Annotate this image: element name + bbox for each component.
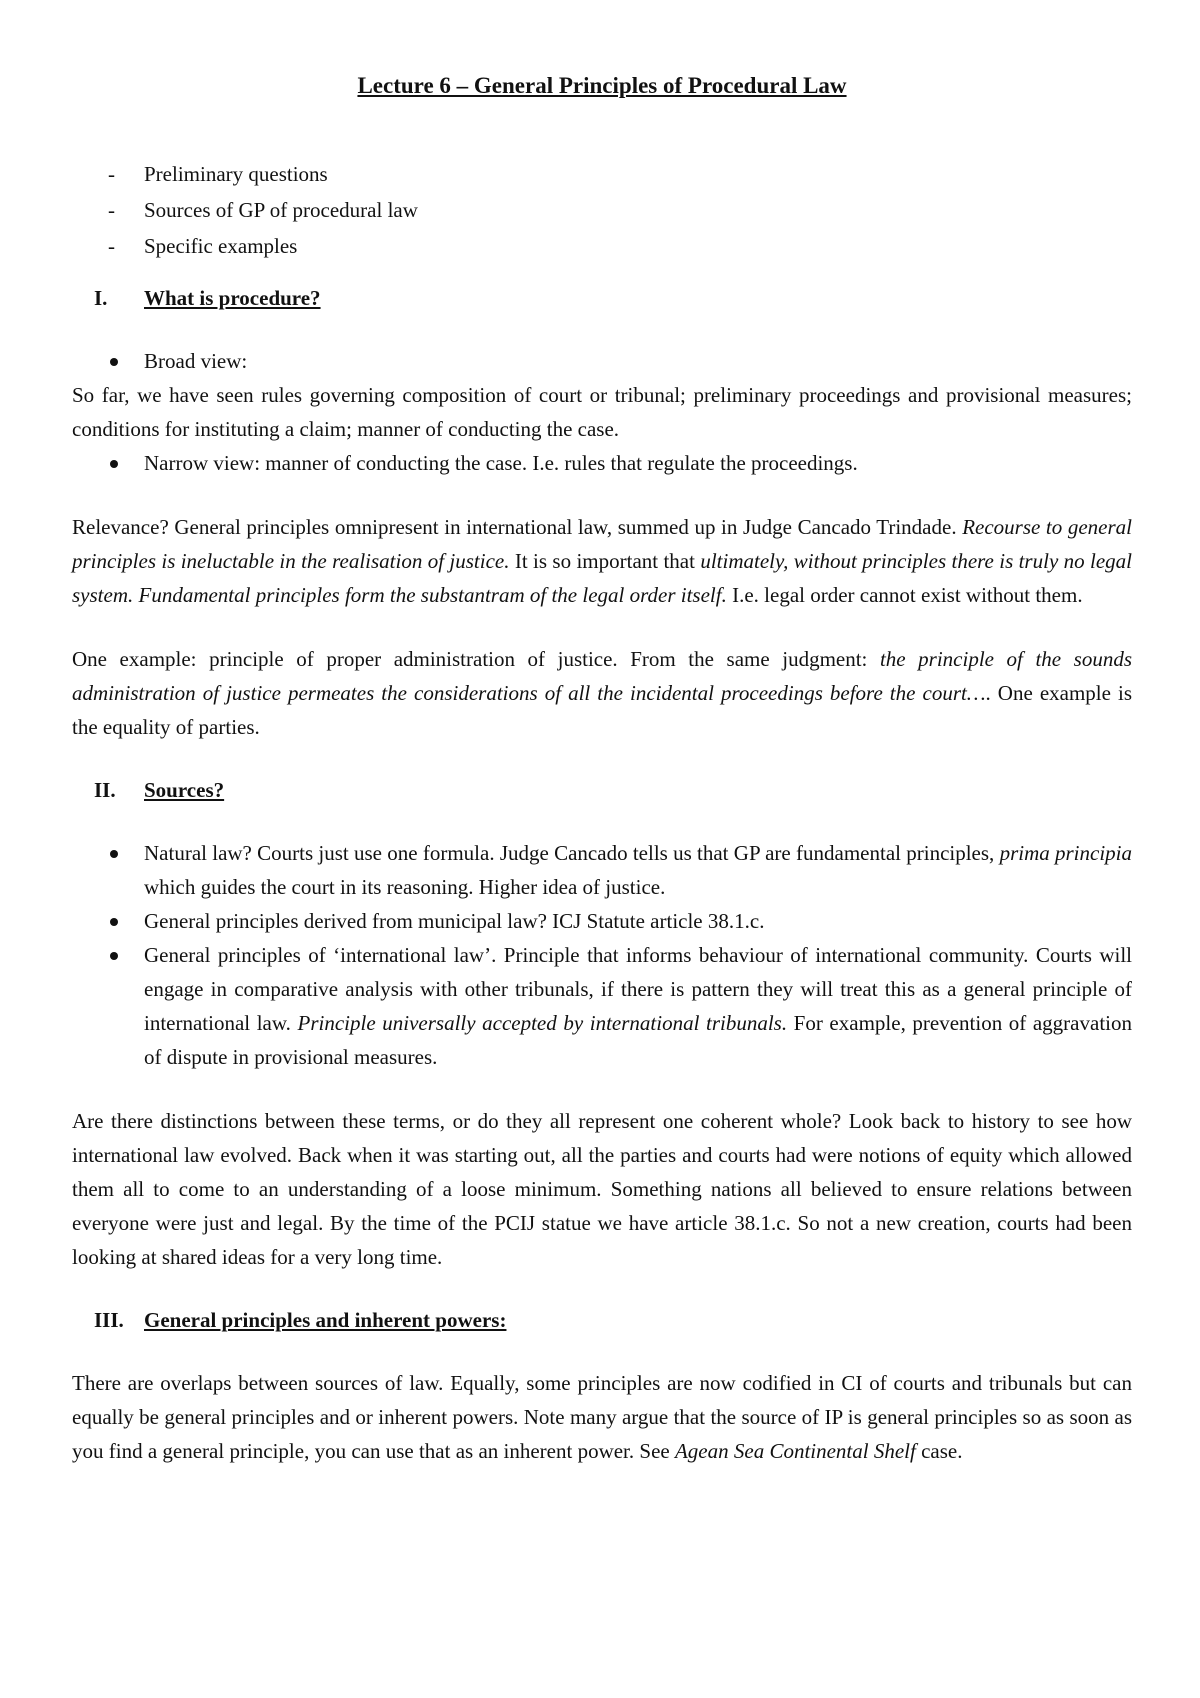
paragraph-overlaps <box>72 1366 1132 1468</box>
bullet-item <box>72 836 1132 904</box>
list-item: - Preliminary questions <box>72 156 1132 192</box>
bullet-list <box>72 836 1132 1074</box>
bullet-item <box>72 938 1132 1074</box>
text-run: case. <box>915 1439 963 1463</box>
section-number: I. <box>94 286 108 310</box>
italic-run: Recourse to general principles is ineluctable in the realisation of justice. <box>72 515 1133 573</box>
overview-list <box>72 156 1132 264</box>
list-item: - Sources of GP of procedural law <box>72 192 1132 228</box>
section-title: What is procedure? <box>144 286 321 310</box>
section-number: III. <box>94 1308 124 1332</box>
bullet-item: General principles derived from municipal law? ICJ Statute article 38.1.c. <box>72 904 1132 938</box>
bullet-list <box>72 446 1132 480</box>
text-run: It is so important that <box>509 549 701 573</box>
section-title: General principles and inherent powers: <box>144 1308 507 1332</box>
section-heading-3 <box>72 1306 1132 1334</box>
text-run: Relevance? General principles omnipresent in international law, summed up in Judge Cancado Trindade. <box>72 515 963 539</box>
list-item: - Specific examples <box>72 228 1132 264</box>
text-run: General principles of ‘international law’. Principle that informs behaviour of international community. Courts will engage in comparative analysis with other tribunals, if there is pattern they will treat this as a general principle of international law. <box>144 943 1132 1035</box>
italic-run: prima principia <box>999 841 1132 865</box>
paragraph-relevance <box>72 510 1132 612</box>
section-number: II. <box>94 778 116 802</box>
text-run: . One example is the equality of parties. <box>72 681 1133 739</box>
text-run: I.e. legal order cannot exist without them. <box>726 583 1083 607</box>
bullet-list <box>72 344 1132 378</box>
bullet-item: Broad view: <box>72 344 1132 378</box>
text-run: One example: principle of proper administration of justice. From the same judgment: <box>72 647 880 671</box>
page-title: Lecture 6 – General Principles of Procedural Law <box>357 73 847 98</box>
italic-run: ultimately, without principles there is truly no legal system. Fundamental principles form the substantram of the legal order itself. <box>72 549 1132 607</box>
paragraph-example <box>72 642 1132 744</box>
section-title: Sources? <box>144 778 225 802</box>
text-run: For example, prevention of aggravation of dispute in provisional measures. <box>144 1011 1132 1069</box>
text-run: Natural law? Courts just use one formula. Judge Cancado tells us that GP are fundamental principles, <box>144 841 1000 865</box>
italic-run: the principle of the sounds administration of justice permeates the considerations of all the incidental proceedings before the court… <box>72 647 1132 705</box>
text-run: There are overlaps between sources of law. Equally, some principles are now codified in CI of courts and tribunals but can equally be general principles and or inherent powers. Note many argue that the source of IP is general principles so as soon as you find a general principle, you can use that as an inherent power. See <box>72 1371 1132 1463</box>
italic-run: Agean Sea Continental Shelf <box>674 1439 916 1463</box>
italic-run: Principle universally accepted by international tribunals. <box>297 1011 788 1035</box>
paragraph-distinctions: Are there distinctions between these terms, or do they all represent one coherent whole? Look back to history to see how international law evolved. Back when it was starting out, all the parties and courts had were notions of equity which allowed them all to come to an understanding of a loose minimum. Something nations all believed to ensure relations between everyone were just and legal. By the time of the PCIJ statue we have article 38.1.c. So not a new creation, courts had been looking at shared ideas for a very long time. <box>72 1109 1132 1269</box>
text-run: which guides the court in its reasoning. Higher idea of justice. <box>144 875 666 899</box>
paragraph: So far, we have seen rules governing composition of court or tribunal; preliminary proceedings and provisional measures; conditions for instituting a claim; manner of conducting the case. <box>72 383 1132 441</box>
bullet-item: Narrow view: manner of conducting the case. I.e. rules that regulate the proceedings. <box>72 446 1132 480</box>
section-heading-2 <box>72 776 1132 804</box>
section-heading-1 <box>72 284 1132 312</box>
